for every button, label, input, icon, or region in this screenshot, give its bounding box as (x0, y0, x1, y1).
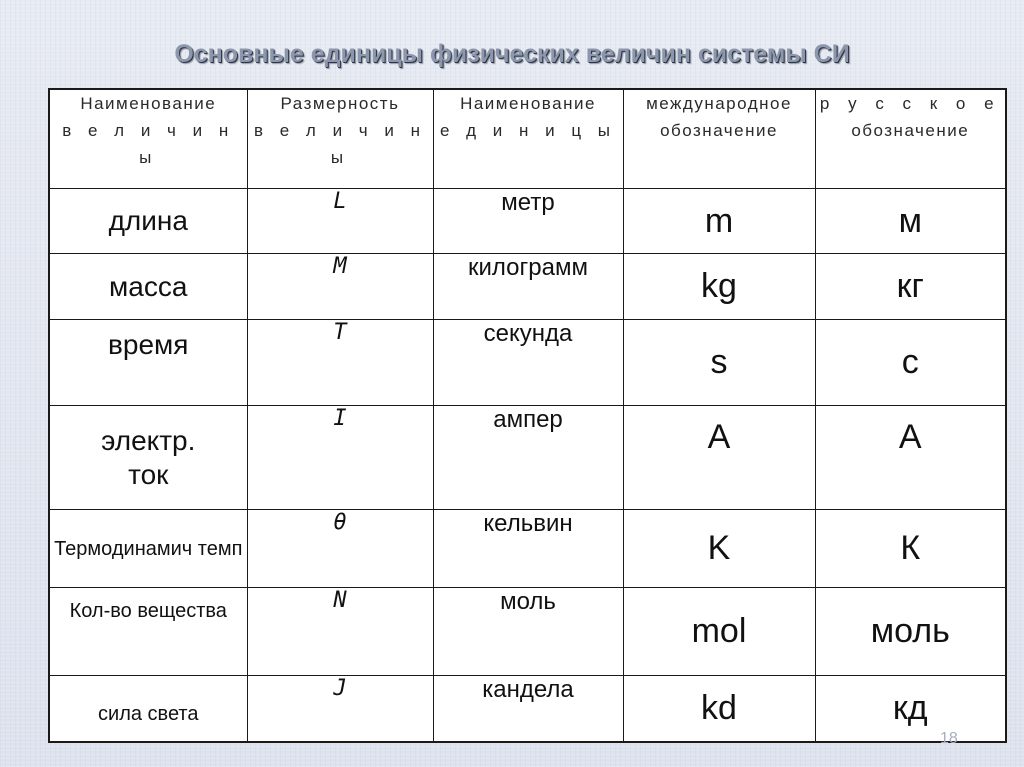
unit-name: метр (433, 189, 623, 254)
quantity-name: сила света (49, 676, 247, 742)
dimension-symbol: N (247, 588, 433, 676)
slide-title: Основные единицы физических величин системы СИ (174, 40, 850, 68)
international-symbol: kd (623, 676, 815, 742)
table-row (49, 510, 1006, 588)
header-quantity-name: Наименование в е л и ч и н ы (49, 89, 247, 189)
header-russian-symbol: р у с с к о е обозначение (815, 89, 1006, 189)
quantity-name: Термодинамич темп (49, 510, 247, 588)
unit-name: кандела (433, 676, 623, 742)
russian-symbol: К (815, 510, 1006, 588)
header-dimension: Размерность в е л и ч и н ы (247, 89, 433, 189)
unit-name: кельвин (433, 510, 623, 588)
unit-name: моль (433, 588, 623, 676)
russian-symbol: кг (815, 254, 1006, 320)
header-international-symbol: международное обозначение (623, 89, 815, 189)
dimension-symbol: θ (247, 510, 433, 588)
unit-name: ампер (433, 406, 623, 510)
dimension-symbol: I (247, 406, 433, 510)
quantity-name: длина (49, 189, 247, 254)
quantity-name: масса (49, 254, 247, 320)
header-unit-name: Наименование е д и н и ц ы (433, 89, 623, 189)
international-symbol: K (623, 510, 815, 588)
table-row (49, 189, 1006, 254)
table-row (49, 588, 1006, 676)
quantity-name: время (49, 320, 247, 406)
table-row (49, 254, 1006, 320)
dimension-symbol: M (247, 254, 433, 320)
quantity-name: электр. ток (49, 406, 247, 510)
unit-name: килограмм (433, 254, 623, 320)
dimension-symbol: J (247, 676, 433, 742)
russian-symbol: кд (815, 676, 1006, 742)
table-row (49, 406, 1006, 510)
page-number: 18 (940, 730, 958, 747)
international-symbol: kg (623, 254, 815, 320)
russian-symbol: моль (815, 588, 1006, 676)
dimension-symbol: T (247, 320, 433, 406)
international-symbol: mol (623, 588, 815, 676)
international-symbol: s (623, 320, 815, 406)
russian-symbol: м (815, 189, 1006, 254)
russian-symbol: с (815, 320, 1006, 406)
table-header-row (49, 89, 1006, 189)
international-symbol: m (623, 189, 815, 254)
table-row (49, 676, 1006, 742)
quantity-name: Кол-во вещества (49, 588, 247, 676)
russian-symbol: А (815, 406, 1006, 510)
si-units-table (48, 88, 1007, 743)
unit-name: секунда (433, 320, 623, 406)
table-row (49, 320, 1006, 406)
dimension-symbol: L (247, 189, 433, 254)
international-symbol: A (623, 406, 815, 510)
